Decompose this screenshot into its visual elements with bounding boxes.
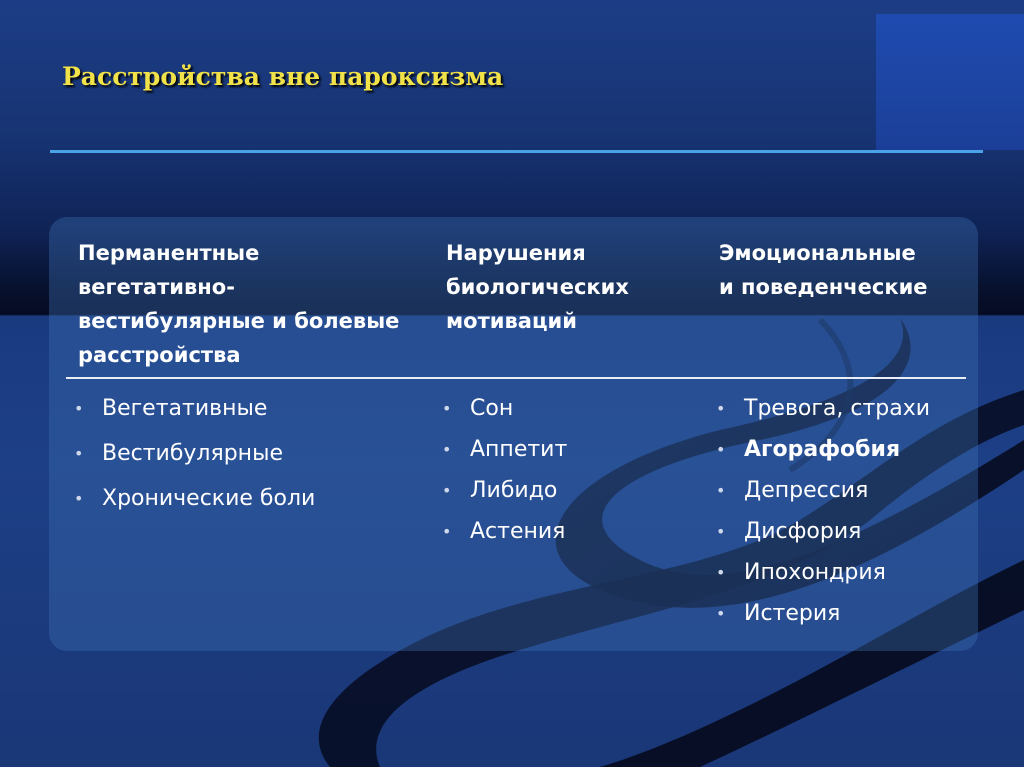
bullet-icon: •	[74, 444, 84, 463]
list-motivations	[442, 393, 567, 557]
list-item-label: Вестибулярные	[102, 441, 283, 466]
slide-title: Расстройства вне пароксизма	[62, 62, 504, 91]
title-divider	[50, 150, 983, 153]
bullet-icon: •	[442, 522, 452, 541]
list-item	[74, 438, 315, 483]
column-header-line: вегетативно-	[78, 275, 235, 299]
column-header-line: биологических	[446, 275, 629, 299]
list-item	[74, 483, 315, 528]
column-header-line: вестибулярные и болевые	[78, 309, 400, 333]
column-header-motivations	[446, 236, 696, 338]
list-item-label: Дисфория	[744, 519, 862, 544]
list-item	[442, 434, 567, 475]
list-item-label: Либидо	[470, 478, 558, 503]
list-item	[716, 516, 930, 557]
list-item	[442, 393, 567, 434]
bullet-icon: •	[716, 604, 726, 623]
list-item	[716, 598, 930, 639]
bullet-icon: •	[716, 399, 726, 418]
bullet-icon: •	[716, 522, 726, 541]
bullet-icon: •	[74, 399, 84, 418]
list-item	[74, 393, 315, 438]
bullet-icon: •	[716, 481, 726, 500]
list-item	[442, 475, 567, 516]
column-header-line: Нарушения	[446, 241, 586, 265]
bullet-icon: •	[716, 440, 726, 459]
list-item	[716, 557, 930, 598]
bullet-icon: •	[74, 489, 84, 508]
list-item-label: Депрессия	[744, 478, 869, 503]
list-item-label: Хронические боли	[102, 486, 316, 511]
header-divider	[66, 377, 966, 379]
column-header-line: мотиваций	[446, 309, 577, 333]
list-item-label: Тревога, страхи	[744, 396, 931, 421]
list-permanent	[74, 393, 315, 528]
bullet-icon: •	[442, 481, 452, 500]
column-header-line: расстройства	[78, 343, 241, 367]
column-header-line: и поведенческие	[719, 275, 928, 299]
bullet-icon: •	[442, 399, 452, 418]
list-item-label: Истерия	[744, 601, 841, 626]
column-header-permanent	[78, 236, 428, 372]
column-header-line: Перманентные	[78, 241, 260, 265]
list-item	[442, 516, 567, 557]
column-header-line: Эмоциональные	[719, 241, 916, 265]
list-item-label: Вегетативные	[102, 396, 268, 421]
list-item	[716, 475, 930, 516]
bullet-icon: •	[442, 440, 452, 459]
list-item	[716, 393, 930, 434]
list-emotional	[716, 393, 930, 639]
list-item-label: Ипохондрия	[744, 560, 886, 585]
bullet-icon: •	[716, 563, 726, 582]
list-item-label: Астения	[470, 519, 566, 544]
column-header-emotional	[719, 236, 974, 304]
list-item	[716, 434, 930, 475]
list-item-label: Аппетит	[470, 437, 568, 462]
list-item-label: Сон	[470, 396, 514, 421]
list-item-label-emphasized: Агорафобия	[744, 437, 901, 462]
